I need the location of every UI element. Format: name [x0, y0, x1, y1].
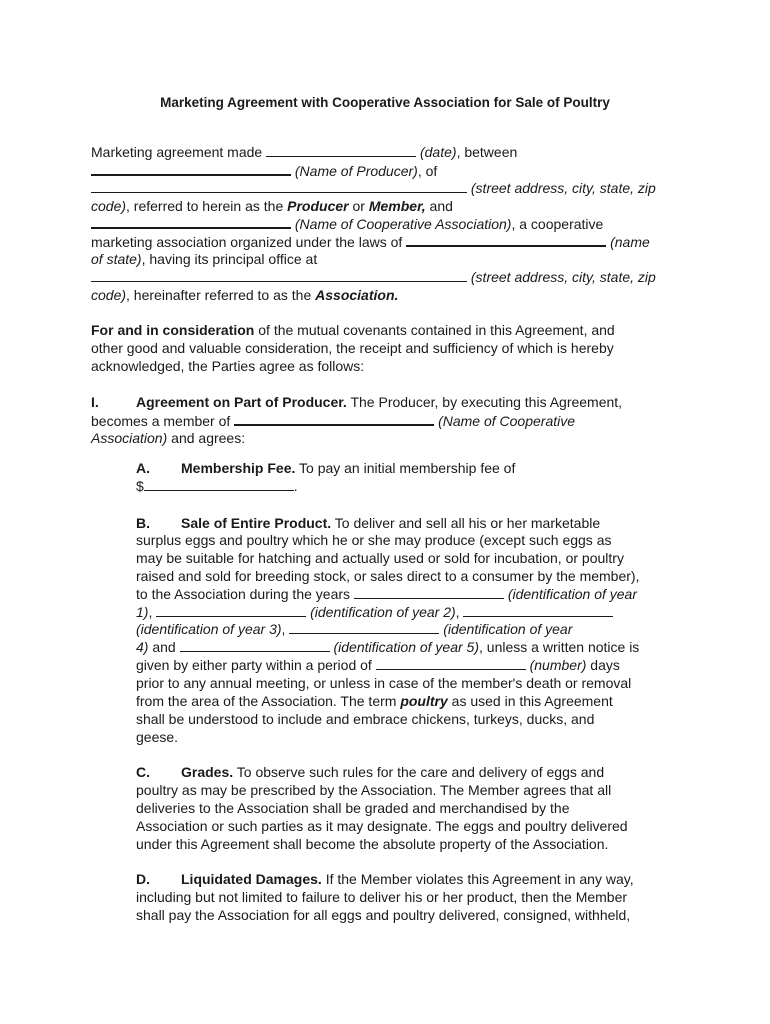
section-b-letter: B. — [136, 515, 150, 531]
association-term: Association. — [315, 287, 399, 303]
year-1-label-end: 1) — [136, 604, 149, 620]
section-c-line-2: poultry as may be prescribed by the Association. The Member agrees that all — [136, 782, 612, 798]
year-2-label: (identification of year 2) — [310, 604, 456, 620]
coop-address-label: (street address, city, state, zip — [470, 269, 656, 285]
section-b-line-4: raised and sold for breeding stock, or sales direct to a consumer by the member), — [136, 568, 640, 584]
and-agrees-text: and agrees: — [167, 430, 246, 446]
section-1-heading: Agreement on Part of Producer. — [136, 394, 347, 410]
section-1-number: I. — [91, 394, 99, 410]
producer-address-blank[interactable] — [91, 179, 467, 193]
section-d-line-3: shall pay the Association for all eggs and poultry delivered, consigned, withheld, — [136, 907, 631, 923]
fee-period: . — [293, 478, 298, 494]
producer-term: Producer — [287, 198, 349, 214]
becomes-member-text: becomes a member of — [91, 413, 231, 429]
section-b-line-3: may be suitable for hatching and actually used or sold for incubation, or poultry — [136, 550, 624, 566]
section-b-line-10: prior to any annual meeting, or unless in case of the member's death or removal — [136, 675, 632, 691]
hereinafter-text: , hereinafter referred to as the — [126, 287, 312, 303]
intro-line-7 — [91, 250, 317, 268]
section-d-heading: Liquidated Damages. — [181, 871, 322, 887]
consideration-rest: of the mutual covenants contained in this Agreement, and — [254, 322, 615, 338]
date-blank[interactable] — [266, 143, 416, 157]
section-c-heading: Grades. — [181, 764, 234, 780]
section-1-line-2 — [91, 411, 575, 430]
year-4-label: (identification of year — [443, 621, 573, 637]
section-b-line-11 — [136, 692, 613, 710]
producer-name-label: (Name of Producer) — [294, 163, 418, 179]
document-title: Marketing Agreement with Cooperative Association for Sale of Poultry — [160, 95, 610, 110]
intro-line-8 — [91, 268, 656, 286]
during-years-text: to the Association during the years — [136, 586, 351, 602]
section-d-letter: D. — [136, 871, 150, 887]
intro-line-1 — [91, 143, 517, 161]
section-b-line-7 — [136, 620, 572, 638]
section-b-line-8 — [136, 638, 639, 656]
coop-name-blank[interactable] — [91, 214, 291, 229]
section-b-line-12: shall be understood to include and embrace chickens, turkeys, ducks, and — [136, 711, 595, 727]
section-c-letter: C. — [136, 764, 150, 780]
consideration-line-1 — [91, 321, 615, 339]
principal-office-text: , having its principal office at — [141, 251, 318, 267]
year-1-blank[interactable] — [354, 585, 504, 599]
year-1-label: (identification of year — [507, 586, 637, 602]
year-4-blank[interactable] — [289, 620, 439, 634]
number-days-blank[interactable] — [376, 656, 526, 670]
state-blank[interactable] — [406, 232, 606, 247]
section-c-line-5: under this Agreement shall become the absolute property of the Association. — [136, 836, 609, 852]
coop-address-blank[interactable] — [91, 268, 467, 282]
consideration-bold: For and in consideration — [91, 322, 255, 338]
term-text: from the area of the Association. The term — [136, 693, 397, 709]
producer-name-blank[interactable] — [91, 161, 291, 176]
section-b-heading: Sale of Entire Product. — [181, 515, 332, 531]
coop-name-label: (Name of Cooperative Association) — [294, 216, 512, 232]
referred-text: , referred to herein as the — [126, 198, 284, 214]
section-a-letter: A. — [136, 460, 150, 476]
of-text: , of — [417, 163, 438, 179]
comma-3: , — [281, 621, 286, 637]
section-d-rest: If the Member violates this Agreement in any way, — [321, 871, 634, 887]
section-c-line-4: Association or such parties as it may designate. The eggs and poultry delivered — [136, 818, 628, 834]
section-c-rest: To observe such rules for the care and delivery of eggs and — [233, 764, 605, 780]
of-state-label: of state) — [91, 251, 142, 267]
unless-written-text: , unless a written notice is — [479, 639, 640, 655]
section-1-line-1 — [91, 393, 622, 411]
section-a-line-1 — [136, 459, 515, 477]
a-cooperative-text: , a cooperative — [511, 216, 604, 232]
intro-line-5 — [91, 214, 603, 233]
section-1-line-3 — [91, 429, 245, 447]
section-c-line-1 — [136, 763, 604, 781]
comma-1: , — [148, 604, 153, 620]
section-a-heading: Membership Fee. — [181, 460, 296, 476]
producer-address-label: (street address, city, state, zip — [470, 180, 656, 196]
comma-2: , — [455, 604, 460, 620]
year-3-blank[interactable] — [463, 603, 613, 617]
intro-line-9 — [91, 286, 398, 304]
section-b-line-6 — [136, 603, 613, 621]
section-d-line-2: including but not limited to failure to deliver his or her product, then the Member — [136, 889, 628, 905]
name-label: (name — [610, 234, 650, 250]
section-a-line-2 — [136, 477, 298, 495]
member-term: Member, — [368, 198, 426, 214]
intro-line-6 — [91, 232, 650, 251]
year-4-label-end: 4) — [136, 639, 149, 655]
coop-zip-label: code) — [91, 287, 127, 303]
and-text-b: and — [148, 639, 176, 655]
number-label: (number) — [529, 657, 587, 673]
between-text: , between — [456, 144, 518, 160]
intro-made: Marketing agreement made — [91, 144, 263, 160]
year-5-blank[interactable] — [180, 638, 330, 652]
year-3-label: (identification of year 3) — [136, 621, 282, 637]
section-b-line-5 — [136, 585, 637, 603]
days-text: days — [586, 657, 620, 673]
and-text: and — [429, 198, 453, 214]
section-a-rest: To pay an initial membership fee of — [295, 460, 516, 476]
section-1-coop-label: (Name of Cooperative — [438, 413, 576, 429]
section-1-coop-blank[interactable] — [234, 411, 434, 426]
date-label: (date) — [419, 144, 457, 160]
poultry-term: poultry — [400, 693, 448, 709]
or-text: or — [352, 198, 365, 214]
section-d-line-1 — [136, 870, 634, 888]
as-used-text: as used in this Agreement — [447, 693, 613, 709]
section-b-line-2: surplus eggs and poultry which he or she may produce (except such eggs as — [136, 532, 612, 548]
section-b-rest: To deliver and sell all his or her marketable — [331, 515, 601, 531]
section-b-line-9 — [136, 656, 620, 674]
section-1-rest: The Producer, by executing this Agreement, — [346, 394, 623, 410]
consideration-line-2: other good and valuable consideration, the receipt and sufficiency of which is hereby — [91, 340, 614, 356]
membership-fee-blank[interactable] — [144, 477, 294, 491]
period-text: given by either party within a period of — [136, 657, 372, 673]
year-5-label: (identification of year 5) — [333, 639, 480, 655]
year-2-blank[interactable] — [156, 603, 306, 617]
intro-line-3 — [91, 179, 656, 197]
section-c-line-3: deliveries to the Association shall be graded and merchandised by the — [136, 800, 570, 816]
section-b-line-13: geese. — [136, 729, 179, 745]
intro-line-4 — [91, 197, 453, 215]
section-1-association-label: Association) — [91, 430, 168, 446]
intro-line-2 — [91, 161, 437, 180]
dollar-sign: $ — [136, 478, 144, 494]
consideration-line-3: acknowledged, the Parties agree as follows: — [91, 358, 365, 374]
section-b-line-1 — [136, 514, 600, 532]
producer-zip-label: code) — [91, 198, 127, 214]
marketing-assoc-text: marketing association organized under the laws of — [91, 234, 403, 250]
